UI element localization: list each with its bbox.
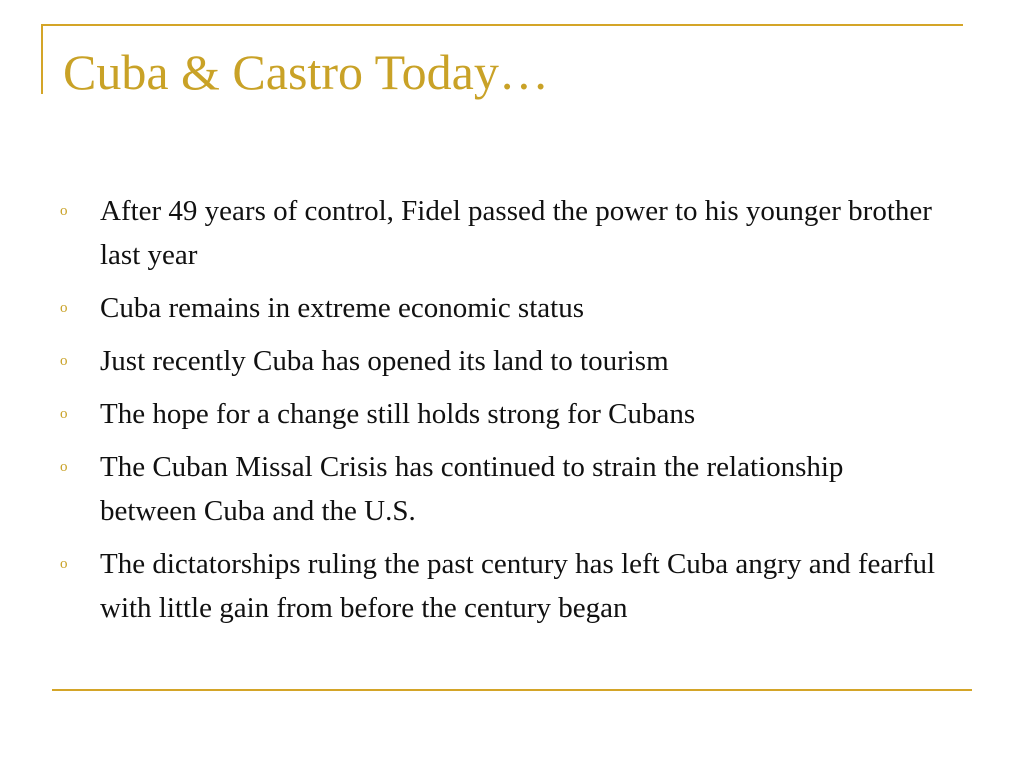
bullet-text: The hope for a change still holds strong for Cubans	[100, 398, 696, 430]
bullet-marker-icon: o	[60, 300, 68, 316]
bullet-marker-icon: o	[60, 556, 68, 572]
bullet-item	[60, 286, 940, 330]
bullet-list	[60, 189, 940, 639]
bullet-text: The dictatorships ruling the past century has left Cuba angry and fearful with little gain from before the century began	[100, 548, 936, 624]
bullet-marker-icon: o	[60, 459, 68, 475]
frame-bottom-line	[52, 689, 972, 691]
bullet-item	[60, 392, 940, 436]
bullet-marker-icon: o	[60, 406, 68, 422]
slide-title: Cuba & Castro Today…	[63, 44, 549, 100]
bullet-marker-icon: o	[60, 353, 68, 369]
bullet-item	[60, 189, 940, 277]
bullet-item	[60, 542, 940, 630]
bullet-item	[60, 339, 940, 383]
bullet-marker-icon: o	[60, 203, 68, 219]
bullet-text: The Cuban Missal Crisis has continued to strain the relationship between Cuba and the U.S.	[100, 451, 844, 527]
bullet-text: Just recently Cuba has opened its land to tourism	[100, 345, 669, 377]
bullet-text: After 49 years of control, Fidel passed the power to his younger brother last year	[100, 195, 932, 271]
frame-top-line	[41, 24, 963, 26]
bullet-item	[60, 445, 940, 533]
frame-left-line	[41, 24, 43, 94]
bullet-text: Cuba remains in extreme economic status	[100, 292, 584, 324]
